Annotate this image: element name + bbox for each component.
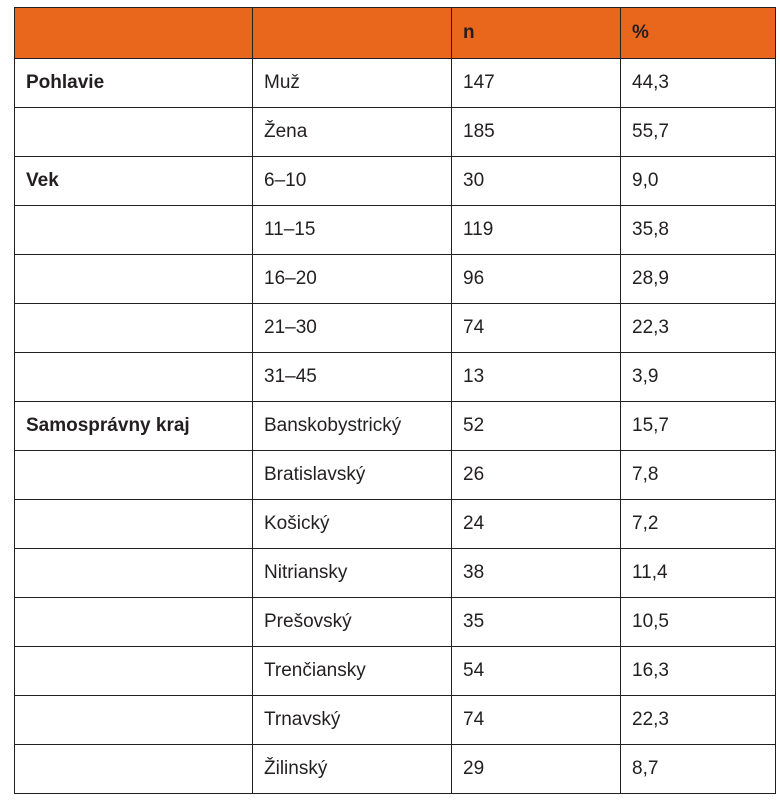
row-percent-cell: 55,7 [621,108,776,157]
table-row [15,647,776,696]
row-n-cell: 185 [452,108,621,157]
row-percent-cell: 10,5 [621,598,776,647]
row-group-cell: Vek [15,157,253,206]
row-n-cell: 119 [452,206,621,255]
row-category-cell: 21–30 [253,304,452,353]
table-row [15,108,776,157]
row-category-cell: Prešovský [253,598,452,647]
row-percent-cell: 15,7 [621,402,776,451]
row-n-cell: 30 [452,157,621,206]
row-n-cell: 147 [452,59,621,108]
table-row [15,206,776,255]
row-group-cell [15,451,253,500]
row-n-cell: 52 [452,402,621,451]
table-row [15,255,776,304]
header-percent: % [621,8,776,59]
table-row [15,451,776,500]
row-percent-cell: 22,3 [621,304,776,353]
row-percent-cell: 7,8 [621,451,776,500]
row-category-cell: Trnavský [253,696,452,745]
table-row [15,500,776,549]
row-n-cell: 26 [452,451,621,500]
row-category-cell: Nitriansky [253,549,452,598]
table-row [15,745,776,794]
table-row [15,304,776,353]
row-category-cell: 11–15 [253,206,452,255]
table-row [15,353,776,402]
row-percent-cell: 7,2 [621,500,776,549]
row-n-cell: 54 [452,647,621,696]
row-group-cell [15,598,253,647]
row-category-cell: Trenčiansky [253,647,452,696]
row-n-cell: 13 [452,353,621,402]
demographics-table [14,7,776,794]
row-group-cell: Pohlavie [15,59,253,108]
row-n-cell: 74 [452,304,621,353]
row-percent-cell: 16,3 [621,647,776,696]
row-category-cell: 6–10 [253,157,452,206]
row-group-cell [15,500,253,549]
row-n-cell: 96 [452,255,621,304]
table-row [15,59,776,108]
row-percent-cell: 28,9 [621,255,776,304]
row-group-cell [15,647,253,696]
row-percent-cell: 8,7 [621,745,776,794]
row-group-cell [15,206,253,255]
row-group-cell: Samosprávny kraj [15,402,253,451]
row-n-cell: 38 [452,549,621,598]
row-percent-cell: 3,9 [621,353,776,402]
row-group-cell [15,549,253,598]
table-row [15,696,776,745]
row-category-cell: Košický [253,500,452,549]
row-category-cell: Bratislavský [253,451,452,500]
table-row [15,402,776,451]
table-row [15,598,776,647]
row-category-cell: Žilinský [253,745,452,794]
row-percent-cell: 11,4 [621,549,776,598]
row-category-cell: Banskobystrický [253,402,452,451]
row-group-cell [15,696,253,745]
table-header [15,8,776,59]
header-group [15,8,253,59]
row-group-cell [15,255,253,304]
header-category [253,8,452,59]
row-group-cell [15,304,253,353]
row-group-cell [15,353,253,402]
row-group-cell [15,108,253,157]
demographics-table-container [14,7,776,794]
row-group-cell [15,745,253,794]
row-category-cell: Muž [253,59,452,108]
row-percent-cell: 44,3 [621,59,776,108]
row-n-cell: 74 [452,696,621,745]
row-n-cell: 24 [452,500,621,549]
row-category-cell: Žena [253,108,452,157]
header-row [15,8,776,59]
row-category-cell: 31–45 [253,353,452,402]
row-category-cell: 16–20 [253,255,452,304]
row-percent-cell: 9,0 [621,157,776,206]
row-percent-cell: 35,8 [621,206,776,255]
row-percent-cell: 22,3 [621,696,776,745]
table-row [15,157,776,206]
header-n: n [452,8,621,59]
row-n-cell: 29 [452,745,621,794]
table-body [15,59,776,794]
row-n-cell: 35 [452,598,621,647]
table-row [15,549,776,598]
